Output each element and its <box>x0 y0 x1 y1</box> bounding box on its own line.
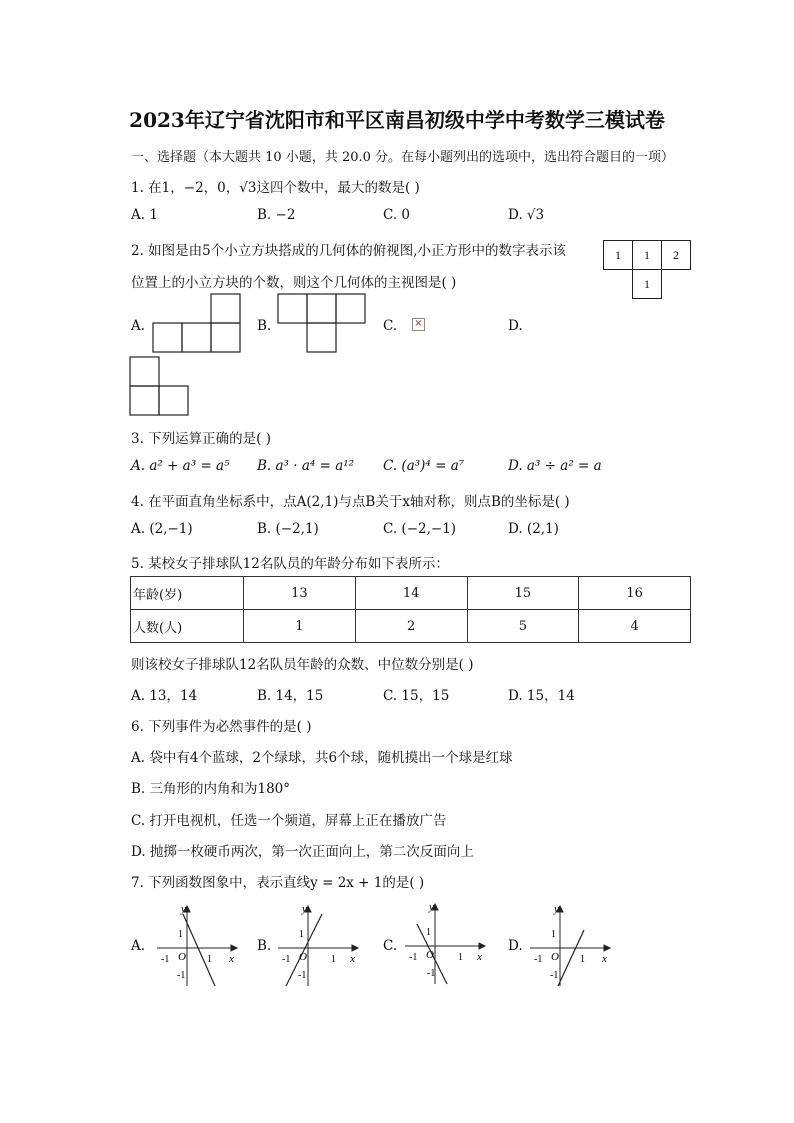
origin-label: O <box>299 951 307 963</box>
q4-option-b: B. (−2,1) <box>257 521 319 537</box>
q5-option-d: D. 15，14 <box>508 688 575 704</box>
table-cell: 年龄(岁) <box>131 577 244 610</box>
q3-option-a: A. a² + a³ = a⁵ <box>131 458 230 474</box>
q2-option-a: A. <box>131 318 146 334</box>
table-row <box>131 577 691 610</box>
x-axis-label: x <box>350 953 355 965</box>
origin-label: O <box>551 951 559 963</box>
tick-label: 1 <box>426 927 431 938</box>
question-3-stem: 3. 下列运算正确的是( ) <box>131 431 271 447</box>
y-axis-label: y <box>181 903 186 915</box>
q7-option-c-graph <box>403 898 493 988</box>
q6-option-d: D. 抛掷一枚硬币两次，第一次正面向上，第二次反面向上 <box>131 844 474 860</box>
q7-option-b-graph <box>276 900 366 990</box>
q2-option-b-figure <box>275 292 371 356</box>
y-axis-label: y <box>302 903 307 915</box>
top-view-cell: 1 <box>633 241 662 270</box>
tick-label: -1 <box>550 970 559 981</box>
x-axis-label: x <box>477 951 482 963</box>
q5-option-c: C. 15，15 <box>383 688 450 704</box>
q7-option-d-graph <box>528 900 618 990</box>
table-cell: 5 <box>467 610 579 643</box>
tick-label: 1 <box>299 929 304 940</box>
origin-label: O <box>178 951 186 963</box>
q4-option-c: C. (−2,−1) <box>383 521 457 537</box>
q6-option-a: A. 袋中有4个蓝球，2个绿球，共6个球，随机摸出一个球是红球 <box>131 750 513 766</box>
question-6-stem: 6. 下列事件为必然事件的是( ) <box>131 719 312 735</box>
tick-label: -1 <box>282 954 291 965</box>
table-cell: 14 <box>355 577 467 610</box>
tick-label: -1 <box>534 954 543 965</box>
q7-option-a-graph <box>155 900 245 990</box>
question-7-stem: 7. 下列函数图象中，表示直线y = 2x + 1的是( ) <box>131 875 425 891</box>
q7-option-b: B. <box>257 938 272 954</box>
top-view-cell: 1 <box>604 241 633 270</box>
tick-label: 1 <box>207 954 212 965</box>
broken-image-icon: × <box>412 318 425 331</box>
question-5-stem: 5. 某校女子排球队12名队员的年龄分布如下表所示： <box>131 556 449 572</box>
q6-option-b: B. 三角形的内角和为180° <box>131 781 291 797</box>
q4-option-a: A. (2,−1) <box>131 521 193 537</box>
q1-option-c: C. 0 <box>383 207 411 223</box>
q2-option-d: D. <box>508 318 523 334</box>
q5-option-b: B. 14，15 <box>257 688 324 704</box>
q4-option-d: D. (2,1) <box>508 521 559 537</box>
question-2-stem-line1: 2. 如图是由5个小立方块搭成的几何体的俯视图,小正方形中的数字表示该 <box>131 243 567 259</box>
tick-label: 1 <box>331 954 336 965</box>
q6-option-c: C. 打开电视机，任选一个频道，屏幕上正在播放广告 <box>131 813 447 829</box>
tick-label: -1 <box>427 968 436 979</box>
tick-label: -1 <box>409 952 418 963</box>
y-axis-label: y <box>554 903 559 915</box>
q7-option-a: A. <box>131 938 146 954</box>
question-2-stem-line2: 位置上的小立方块的个数，则这个几何体的主视图是( ) <box>131 275 457 291</box>
table-cell: 1 <box>244 610 356 643</box>
top-view-empty <box>662 270 691 299</box>
page-title: 2023年辽宁省沈阳市和平区南昌初级中学中考数学三模试卷 <box>129 108 665 132</box>
x-axis-label: x <box>229 953 234 965</box>
q3-option-c: C. (a³)⁴ = a⁷ <box>383 458 465 474</box>
top-view-grid <box>603 240 691 299</box>
q5-option-a: A. 13，14 <box>131 688 198 704</box>
q2-option-c: C. <box>383 318 398 334</box>
q1-option-a: A. 1 <box>131 207 158 223</box>
question-4-stem: 4. 在平面直角坐标系中，点A(2,1)与点B关于x轴对称，则点B的坐标是( ) <box>131 494 570 510</box>
q2-option-a-figure <box>150 292 246 356</box>
tick-label: -1 <box>161 954 170 965</box>
table-cell: 人数(人) <box>131 610 244 643</box>
q7-option-d: D. <box>508 938 523 954</box>
tick-label: -1 <box>298 970 307 981</box>
top-view-cell: 2 <box>662 241 691 270</box>
x-axis-label: x <box>602 953 607 965</box>
tick-label: 1 <box>178 929 183 940</box>
origin-label: O <box>426 949 434 961</box>
question-1-stem: 1. 在1，−2，0，√3这四个数中，最大的数是( ) <box>131 180 420 196</box>
q3-option-d: D. a³ ÷ a² = a <box>508 458 602 474</box>
top-view-cell: 1 <box>633 270 662 299</box>
q1-option-b: B. −2 <box>257 207 296 223</box>
table-row <box>131 610 691 643</box>
q1-option-d: D. √3 <box>508 207 545 223</box>
top-view-empty <box>604 270 633 299</box>
q2-option-d-figure <box>128 354 192 418</box>
y-axis-label: y <box>429 901 434 913</box>
tick-label: 1 <box>551 929 556 940</box>
q3-option-b: B. a³ · a⁴ = a¹² <box>257 458 355 474</box>
section-heading: 一、选择题（本大题共 10 小题，共 20.0 分。在每小题列出的选项中，选出符合题目的一项） <box>131 150 675 165</box>
tick-label: 1 <box>580 954 585 965</box>
table-cell: 15 <box>467 577 579 610</box>
tick-label: -1 <box>177 970 186 981</box>
age-distribution-table <box>130 576 691 643</box>
tick-label: 1 <box>458 952 463 963</box>
table-cell: 4 <box>579 610 691 643</box>
table-cell: 13 <box>244 577 356 610</box>
table-cell: 2 <box>355 610 467 643</box>
q2-option-b: B. <box>257 318 272 334</box>
table-cell: 16 <box>579 577 691 610</box>
question-5-follow-up: 则该校女子排球队12名队员年龄的众数、中位数分别是( ) <box>131 657 474 673</box>
q7-option-c: C. <box>383 938 398 954</box>
